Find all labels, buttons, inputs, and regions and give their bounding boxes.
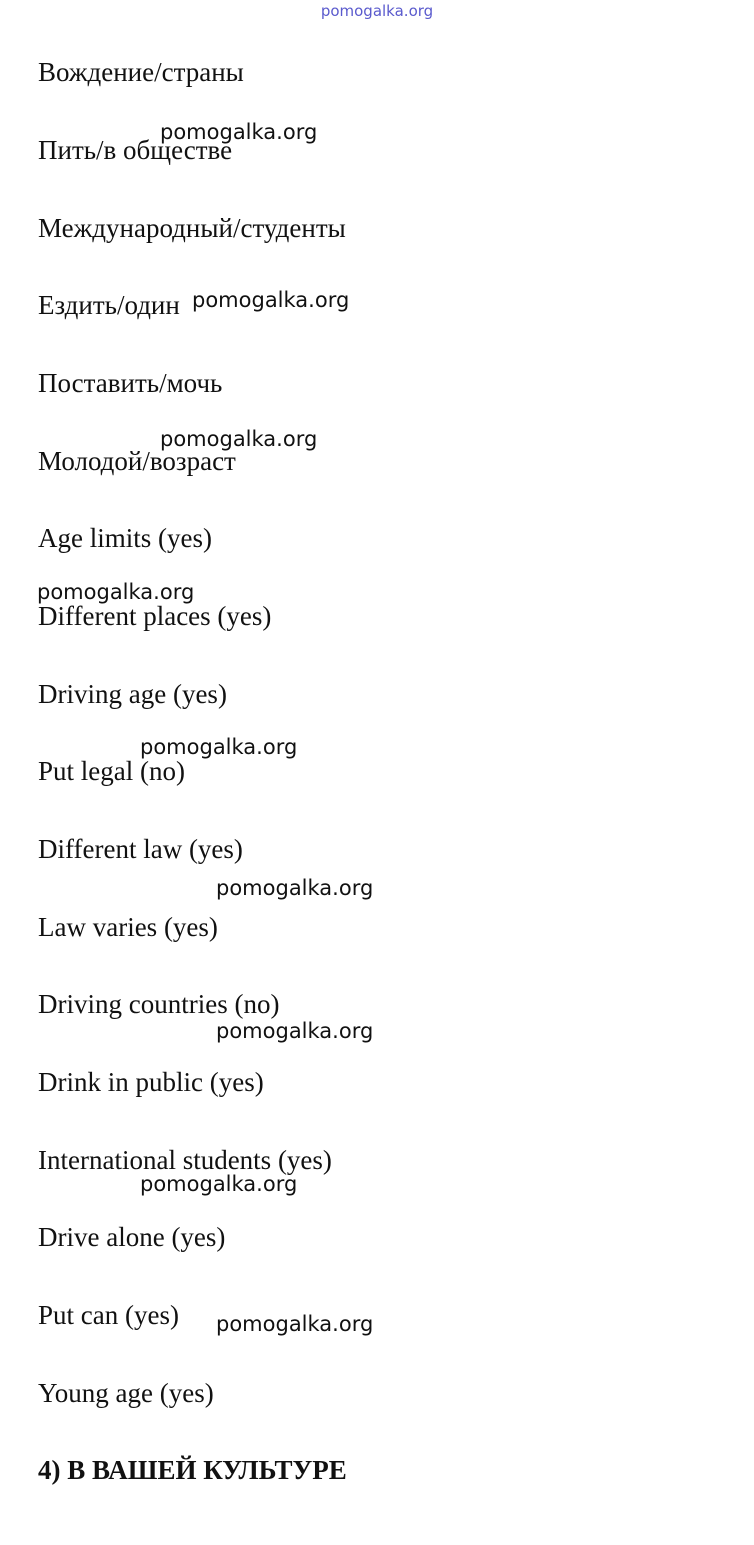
text-line: Different law (yes): [38, 834, 243, 864]
watermark: pomogalka.org: [37, 580, 195, 604]
watermark: pomogalka.org: [216, 1312, 374, 1336]
text-line: Law varies (yes): [38, 912, 218, 942]
text-line: International students (yes): [38, 1145, 332, 1175]
text-line: Молодой/возраст: [38, 446, 236, 476]
watermark: pomogalka.org: [140, 1172, 298, 1196]
watermark: pomogalka.org: [192, 288, 350, 312]
header-watermark: pomogalka.org: [320, 2, 434, 20]
text-line: Different places (yes): [38, 601, 272, 631]
text-line: Young age (yes): [38, 1378, 214, 1408]
text-line: Ездить/один: [38, 290, 180, 320]
text-line: Drive alone (yes): [38, 1222, 226, 1252]
text-line: Put legal (no): [38, 756, 185, 786]
text-line: Age limits (yes): [38, 523, 212, 553]
text-line: Driving countries (no): [38, 989, 280, 1019]
watermark: pomogalka.org: [216, 876, 374, 900]
text-line: Put can (yes): [38, 1300, 179, 1330]
text-line: Поставить/мочь: [38, 368, 223, 398]
watermark: pomogalka.org: [216, 1019, 374, 1043]
section-heading: 4) В ВАШЕЙ КУЛЬТУРЕ: [38, 1455, 347, 1485]
text-line: Международный/студенты: [38, 213, 346, 243]
watermark: pomogalka.org: [160, 427, 318, 451]
text-line: Driving age (yes): [38, 679, 227, 709]
watermark: pomogalka.org: [160, 120, 318, 144]
text-line: Вождение/страны: [38, 57, 244, 87]
text-line: Drink in public (yes): [38, 1067, 264, 1097]
watermark: pomogalka.org: [140, 735, 298, 759]
text-line: Пить/в обществе: [38, 135, 233, 165]
